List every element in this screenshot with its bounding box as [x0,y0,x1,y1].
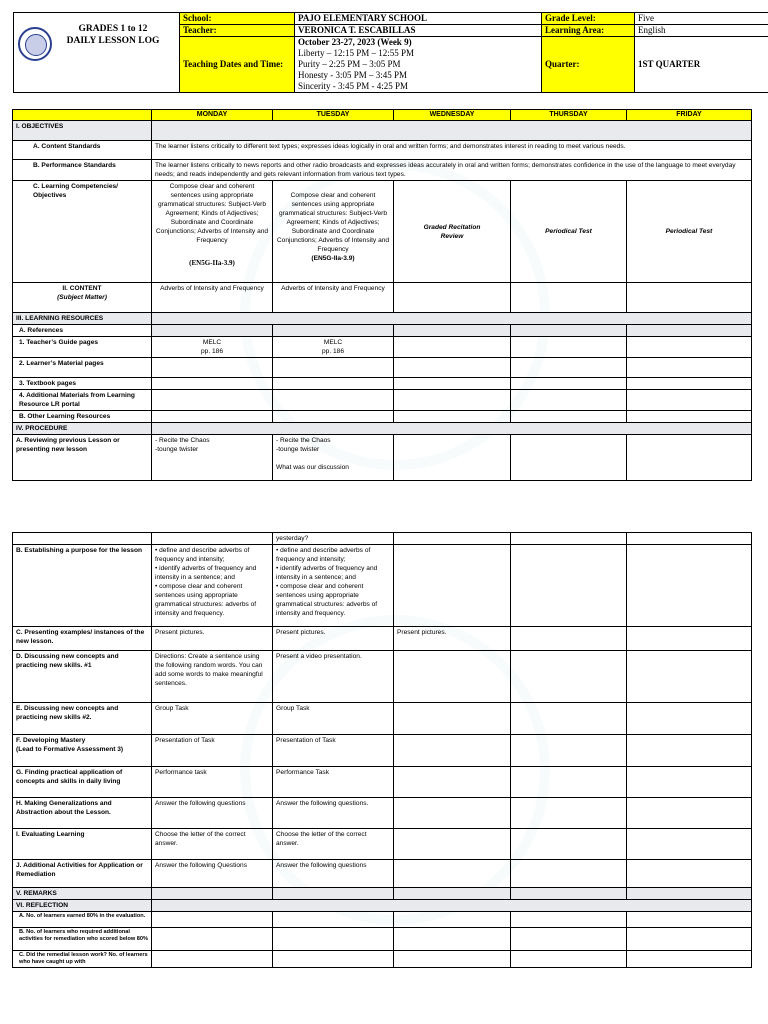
reflection-a-thursday [511,912,627,928]
continuation-wednesday [394,533,511,545]
textbook-pages-label: 3. Textbook pages [13,378,152,390]
procedure-c-friday [627,627,752,651]
procedure-line: What was our discussion [276,464,349,471]
procedure-c-label: C. Presenting examples/ instances of the new lesson. [13,627,152,651]
procedure-shade [152,423,752,435]
teaching-dates-label: Teaching Dates and Time: [180,37,295,93]
learners-material-monday [152,358,273,378]
additional-materials-monday [152,390,273,411]
remarks-friday [627,888,752,900]
other-resources-tuesday [273,411,394,423]
day-header-monday: MONDAY [152,110,273,121]
school-value: PAJO ELEMENTARY SCHOOL [295,13,542,25]
procedure-f-friday [627,735,752,767]
competency-code: (EN5G-IIa-3.9) [189,259,235,267]
grade-level-value: Five [635,13,768,25]
reflection-c-monday [152,951,273,968]
purpose-item: • define and describe adverbs of frequency and intensity; [276,547,371,563]
procedure-f-label [13,735,152,767]
continuation-thursday [511,533,627,545]
day-header-thursday: THURSDAY [511,110,627,121]
reflection-b-thursday [511,928,627,951]
learners-material-thursday [511,358,627,378]
procedure-b-thursday [511,545,627,627]
procedure-c-thursday [511,627,627,651]
competency-code: (EN5G-IIa-3.9) [311,255,355,262]
learners-material-friday [627,358,752,378]
procedure-e-thursday [511,703,627,735]
reflection-c-thursday [511,951,627,968]
procedure-g-tuesday: Performance Task [273,767,394,798]
procedure-g-wednesday [394,767,511,798]
references-monday [152,325,273,337]
additional-materials-friday [627,390,752,411]
procedure-h-thursday [511,798,627,829]
learners-material-wednesday [394,358,511,378]
procedure-e-friday [627,703,752,735]
teacher-value: VERONICA T. ESCABILLAS [295,25,542,37]
procedure-i-monday: Choose the letter of the correct answer. [152,829,273,860]
reflection-b-wednesday [394,928,511,951]
procedure-h-friday [627,798,752,829]
learning-resources-shade [152,313,752,325]
reflection-a-friday [627,912,752,928]
procedure-f-title: F. Developing Mastery [16,737,86,744]
continuation-tuesday: yesterday? [273,533,394,545]
procedure-j-monday: Answer the following Questions [152,860,273,888]
reflection-c-wednesday [394,951,511,968]
references-thursday [511,325,627,337]
other-resources-thursday [511,411,627,423]
school-label: School: [180,13,295,25]
procedure-d-friday [627,651,752,703]
purpose-item: • identify adverbs of frequency and intensity in a sentence; and [276,565,378,581]
teachers-guide-label: 1. Teacher’s Guide pages [13,337,152,358]
purpose-item: • compose clear and coherent sentences using appropriate grammatical structures: adverbs of intensity and frequency. [276,583,378,617]
performance-standards-text: The learner listens critically to news reports and other radio broadcasts and expresses ideas accurately in oral and written forms; demonstrates confidence in the use of the language to meet everyday needs; and reads independently and gets relevant information from various text types. [152,160,752,181]
procedure-d-monday: Directions: Create a sentence using the following random words. You can add some words to make meaningful sentences. [152,651,273,703]
procedure-h-label: H. Making Generalizations and Abstraction about the Lesson. [13,798,152,829]
quarter-value: 1ST QUARTER [635,37,768,93]
procedure-g-monday: Performance task [152,767,273,798]
procedure-line [276,454,390,463]
content-standards-label: A. Content Standards [13,141,152,160]
dll-title [58,23,168,47]
grade-level-label: Grade Level: [542,13,635,25]
procedure-h-tuesday: Answer the following questions. [273,798,394,829]
textbook-monday [152,378,273,390]
procedure-i-tuesday: Choose the letter of the correct answer. [273,829,394,860]
procedure-d-wednesday [394,651,511,703]
procedure-c-wednesday: Present pictures. [394,627,511,651]
remarks-tuesday [273,888,394,900]
procedure-b-wednesday [394,545,511,627]
content-standards-text: The learner listens critically to different text types; expresses ideas logically in oral and written forms; and demonstrates interest in reading to meet various needs. [152,141,752,160]
teaching-week: October 23-27, 2023 (Week 9) [298,37,412,47]
procedure-a-wednesday [394,435,511,481]
textbook-tuesday [273,378,394,390]
procedure-j-label: J. Additional Activities for Application or Remediation [13,860,152,888]
continuation-monday [152,533,273,545]
procedure-c-monday: Present pictures. [152,627,273,651]
procedure-g-friday [627,767,752,798]
references-friday [627,325,752,337]
textbook-thursday [511,378,627,390]
content-monday: Adverbs of Intensity and Frequency [152,283,273,313]
procedure-a-thursday [511,435,627,481]
competency-monday [152,181,273,283]
additional-materials-thursday [511,390,627,411]
purpose-item: • identify adverbs of frequency and intensity in a sentence; and [155,565,257,581]
procedure-i-friday [627,829,752,860]
reflection-c-friday [627,951,752,968]
procedure-b-monday [152,545,273,627]
performance-standards-label: B. Performance Standards [13,160,152,181]
procedure-line: -tounge twister [276,446,320,453]
procedure-g-thursday [511,767,627,798]
competency-friday: Periodical Test [627,181,752,283]
procedure-b-tuesday [273,545,394,627]
reflection-a-tuesday [273,912,394,928]
additional-materials-tuesday [273,390,394,411]
purpose-item: • compose clear and coherent sentences using appropriate grammatical structures: adverbs of intensity and frequency. [155,583,257,617]
reflection-heading: VI. REFLECTION [13,900,152,912]
procedure-i-label: I. Evaluating Learning [13,829,152,860]
procedure-e-monday: Group Task [152,703,273,735]
procedure-i-thursday [511,829,627,860]
procedure-a-label: A. Reviewing previous Lesson or presenting new lesson [13,435,152,481]
competency-text: Compose clear and coherent sentences using appropriate grammatical structures: Subject-Verb Agreement; Kinds of Adjectives; Subordinate and Coordinate Conjunctions; Adverbs of Intensity and Frequency [276,192,390,253]
procedure-h-monday: Answer the following questions [152,798,273,829]
procedure-f-wednesday [394,735,511,767]
quarter-label: Quarter: [542,37,635,93]
day-header-tuesday: TUESDAY [273,110,394,121]
teachers-guide-tuesday [273,337,394,358]
tg-source: MELC [202,339,222,346]
procedure-line: - Recite the Chaos [276,437,331,444]
competency-tuesday [273,181,394,283]
procedure-e-label: E. Discussing new concepts and practicing new skills #2. [13,703,152,735]
teachers-guide-monday [152,337,273,358]
content-tuesday: Adverbs of Intensity and Frequency [273,283,394,313]
reflection-c-label: C. Did the remedial lesson work? No. of learners who have caught up with [13,951,152,968]
competency-text: Compose clear and coherent sentences using appropriate grammatical structures: Subject-Verb Agreement; Kinds of Adjectives; Subordinate and Coordinate Conjunctions; Adverbs of Intensity and Frequency [155,183,269,244]
competency-wednesday: Graded Recitation Review [394,181,511,283]
reflection-b-monday [152,928,273,951]
procedure-a-friday [627,435,752,481]
teachers-guide-friday [627,337,752,358]
lesson-log-table-page2 [12,532,752,968]
procedure-f-thursday [511,735,627,767]
additional-materials-label: 4. Additional Materials from Learning Resource LR portal [13,390,152,411]
content-subheading: (Subject Matter) [57,294,107,301]
procedure-g-label: G. Finding practical application of concepts and skills in daily living [13,767,152,798]
procedure-line: - Recite the Chaos [155,437,210,444]
time-slot: Honesty - 3:05 PM – 3:45 PM [298,70,408,80]
objectives-shade [152,121,752,141]
procedure-d-thursday [511,651,627,703]
tg-pages: pp. 186 [201,348,223,355]
procedure-i-wednesday [394,829,511,860]
content-heading: II. CONTENT [62,285,102,292]
learning-area-label: Learning Area: [542,25,635,37]
remarks-thursday [511,888,627,900]
procedure-d-label: D. Discussing new concepts and practicing new skills. #1 [13,651,152,703]
procedure-j-thursday [511,860,627,888]
reflection-c-tuesday [273,951,394,968]
references-tuesday [273,325,394,337]
procedure-a-tuesday [273,435,394,481]
remarks-heading: V. REMARKS [13,888,152,900]
dll-title-line1: GRADES 1 to 12 [78,24,148,34]
textbook-wednesday [394,378,511,390]
procedure-c-tuesday: Present pictures. [273,627,394,651]
other-resources-wednesday [394,411,511,423]
references-wednesday [394,325,511,337]
teachers-guide-wednesday [394,337,511,358]
learning-area-value: English [635,25,768,37]
header-table [13,12,768,93]
reflection-b-label: B. No. of learners who required additional activities for remediation who scored below 80% [13,928,152,951]
content-wednesday [394,283,511,313]
procedure-f-monday: Presentation of Task [152,735,273,767]
teaching-dates-value [295,37,542,93]
procedure-j-friday [627,860,752,888]
deped-seal-logo [18,27,52,61]
teachers-guide-thursday [511,337,627,358]
procedure-d-tuesday: Present a video presentation. [273,651,394,703]
other-resources-friday [627,411,752,423]
competencies-label: C. Learning Competencies/ Objectives [13,181,152,283]
procedure-e-wednesday [394,703,511,735]
additional-materials-wednesday [394,390,511,411]
header-logo-cell [14,13,180,93]
procedure-f-tuesday: Presentation of Task [273,735,394,767]
time-slot: Purity – 2:25 PM – 3:05 PM [298,59,401,69]
day-header-friday: FRIDAY [627,110,752,121]
reflection-shade [152,900,752,912]
reflection-a-monday [152,912,273,928]
dll-title-line2: DAILY LESSON LOG [66,36,160,46]
lesson-log-table-page1 [12,109,752,481]
day-header-blank [13,110,152,121]
purpose-item: • define and describe adverbs of frequency and intensity; [155,547,250,563]
teacher-label: Teacher: [180,25,295,37]
reflection-b-tuesday [273,928,394,951]
reflection-a-label: A. No. of learners earned 80% in the evaluation. [13,912,152,928]
continuation-friday [627,533,752,545]
content-friday [627,283,752,313]
reflection-a-wednesday [394,912,511,928]
day-header-wednesday: WEDNESDAY [394,110,511,121]
procedure-b-friday [627,545,752,627]
time-slot: Sincerity - 3:45 PM - 4:25 PM [298,81,409,91]
time-slot: Liberty – 12:15 PM – 12:55 PM [298,48,415,58]
continuation-label [13,533,152,545]
tg-source: MELC [323,339,343,346]
procedure-f-subtitle: (Lead to Formative Assessment 3) [16,746,124,753]
procedure-a-monday [152,435,273,481]
procedure-heading: IV. PROCEDURE [13,423,152,435]
remarks-wednesday [394,888,511,900]
learners-material-tuesday [273,358,394,378]
reflection-b-friday [627,928,752,951]
procedure-line: -tounge twister [155,446,199,453]
references-label: A. References [13,325,152,337]
content-thursday [511,283,627,313]
procedure-j-wednesday [394,860,511,888]
content-label [13,283,152,313]
learning-resources-heading: III. LEARNING RESOURCES [13,313,152,325]
tg-pages: pp. 186 [322,348,344,355]
procedure-b-label: B. Establishing a purpose for the lesson [13,545,152,627]
learners-material-label: 2. Learner’s Material pages [13,358,152,378]
remarks-monday [152,888,273,900]
objectives-heading: I. OBJECTIVES [13,121,152,141]
textbook-friday [627,378,752,390]
other-resources-label: B. Other Learning Resources [13,411,152,423]
procedure-j-tuesday: Answer the following questions [273,860,394,888]
other-resources-monday [152,411,273,423]
procedure-e-tuesday: Group Task [273,703,394,735]
competency-thursday: Periodical Test [511,181,627,283]
procedure-h-wednesday [394,798,511,829]
